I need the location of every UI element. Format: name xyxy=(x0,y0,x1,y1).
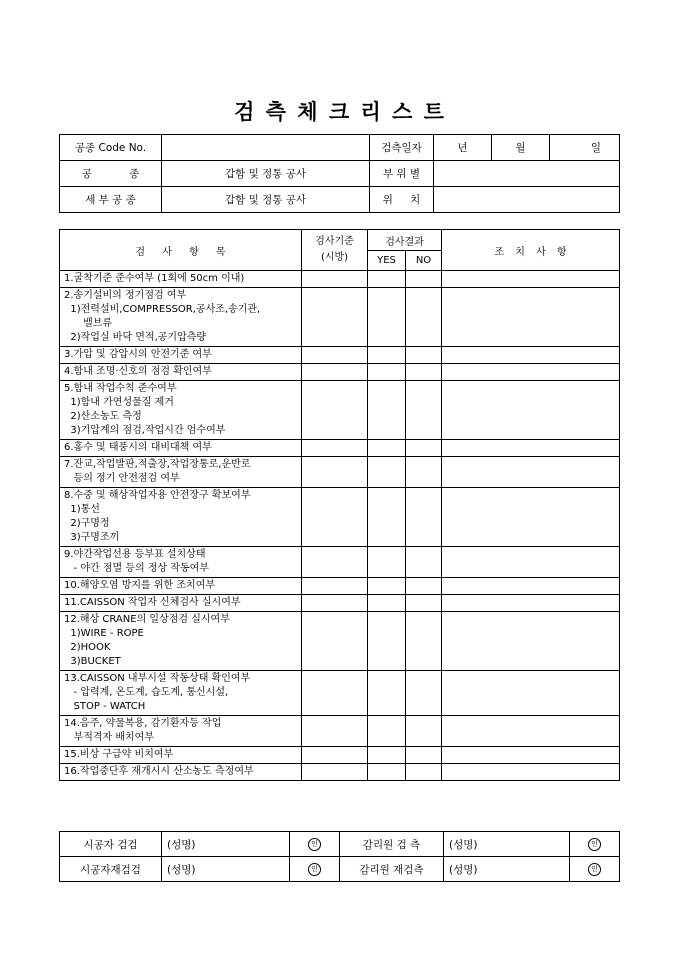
checklist-item-title: 7.잔교,작업발판,적출장,작업장통로,운반로 xyxy=(64,459,251,470)
location-label: 위 치 xyxy=(370,187,434,213)
checklist-item-title: 8.수중 및 해상작업자용 안전장구 확보여부 xyxy=(64,490,251,501)
checklist-item-detail: 2)구명정 xyxy=(64,518,110,529)
checklist-item-title: 11.CAISSON 작업자 신체검사 실시여부 xyxy=(64,597,241,608)
checklist-item-detail: 1)전력설비,COMPRESSOR,공사조,송기관, xyxy=(64,304,261,315)
detail-type-value[interactable]: 갑함 및 정통 공사 xyxy=(162,187,370,213)
checklist-item xyxy=(60,595,302,612)
yes-cell[interactable] xyxy=(368,716,406,747)
action-cell[interactable] xyxy=(442,547,620,578)
no-cell[interactable] xyxy=(406,671,442,716)
supervisor-recheck-sign[interactable]: (성명) xyxy=(444,857,570,882)
standard-cell[interactable] xyxy=(302,671,368,716)
checklist-item-detail: 1)함내 가연성물질 제거 xyxy=(64,397,174,408)
checklist-item-title: 9.야간작업선용 등부표 설치상태 xyxy=(64,549,206,560)
yes-cell[interactable] xyxy=(368,578,406,595)
no-cell[interactable] xyxy=(406,612,442,671)
yes-cell[interactable] xyxy=(368,747,406,764)
location-value[interactable] xyxy=(434,187,620,213)
no-cell[interactable] xyxy=(406,578,442,595)
action-cell[interactable] xyxy=(442,595,620,612)
checklist-row xyxy=(60,747,620,764)
checklist-item xyxy=(60,671,302,716)
seal-icon: 인 xyxy=(308,863,321,876)
col-standard-line2: (시방) xyxy=(320,252,349,263)
checklist-item xyxy=(60,747,302,764)
document-title: 검 측 체 크 리 스 트 xyxy=(234,99,446,124)
checklist-item xyxy=(60,488,302,547)
checklist-row xyxy=(60,288,620,347)
col-standard-line1: 검사기준 xyxy=(315,236,354,247)
work-type-value[interactable]: 갑함 및 정통 공사 xyxy=(162,161,370,187)
standard-cell[interactable] xyxy=(302,457,368,488)
yes-cell[interactable] xyxy=(368,271,406,288)
checklist-item-detail: 3)구명조끼 xyxy=(64,532,120,543)
part-label: 부 위 별 xyxy=(370,161,434,187)
action-cell[interactable] xyxy=(442,488,620,547)
checklist-row xyxy=(60,764,620,781)
col-standard-header xyxy=(302,230,368,271)
header-row-code xyxy=(60,135,620,161)
standard-cell[interactable] xyxy=(302,440,368,457)
checklist-table xyxy=(59,229,620,781)
checklist-row xyxy=(60,440,620,457)
action-cell[interactable] xyxy=(442,612,620,671)
contractor-recheck-sign[interactable]: (성명) xyxy=(162,857,290,882)
date-year[interactable]: 년 xyxy=(434,135,492,161)
checklist-header-row xyxy=(60,230,620,251)
yes-cell[interactable] xyxy=(368,440,406,457)
checklist-item-detail: - 압력계, 온도계, 습도계, 통신시설, xyxy=(64,687,229,698)
checklist-item-title: 16.작업중단후 재개시시 산소농도 측정여부 xyxy=(64,766,254,777)
checklist-item-title: 2.송기설비의 정기점검 여부 xyxy=(64,290,187,301)
work-type-label: 공 종 xyxy=(60,161,162,187)
standard-cell[interactable] xyxy=(302,612,368,671)
checklist-item-title: 13.CAISSON 내부시설 작동상태 확인여부 xyxy=(64,673,251,684)
action-cell[interactable] xyxy=(442,457,620,488)
checklist-item-title: 15.비상 구급약 비치여부 xyxy=(64,749,174,760)
checklist-item-title: 10.해양오염 방지를 위한 조치여부 xyxy=(64,580,216,591)
standard-cell[interactable] xyxy=(302,764,368,781)
yes-cell[interactable] xyxy=(368,671,406,716)
checklist-item xyxy=(60,764,302,781)
checklist-item-detail: 1)통선 xyxy=(64,504,100,515)
checklist-item-title: 5.함내 작업수칙 준수여부 xyxy=(64,383,177,394)
signature-row-1 xyxy=(60,832,620,857)
checklist-row xyxy=(60,488,620,547)
standard-cell[interactable] xyxy=(302,347,368,364)
col-action-header: 조 치 사 항 xyxy=(442,230,620,271)
supervisor-check-sign[interactable]: (성명) xyxy=(444,832,570,857)
seal-icon: 인 xyxy=(308,838,321,851)
no-cell[interactable] xyxy=(406,381,442,440)
col-item-header: 검 사 항 목 xyxy=(60,230,302,271)
checklist-row xyxy=(60,716,620,747)
checklist-item xyxy=(60,271,302,288)
no-cell[interactable] xyxy=(406,547,442,578)
checklist-row xyxy=(60,364,620,381)
standard-cell[interactable] xyxy=(302,271,368,288)
no-cell[interactable] xyxy=(406,764,442,781)
yes-cell[interactable] xyxy=(368,381,406,440)
col-yes-header: YES xyxy=(368,251,406,271)
supervisor-check-label: 감리원 검 측 xyxy=(340,832,444,857)
header-row-detail xyxy=(60,187,620,213)
standard-cell[interactable] xyxy=(302,747,368,764)
checklist-item-title: 12.해상 CRANE의 일상점검 실시여부 xyxy=(64,614,230,625)
action-cell[interactable] xyxy=(442,364,620,381)
checklist-item-detail: 2)작업실 바닥 면적,공기압측량 xyxy=(64,332,207,343)
checklist-item-detail: 등의 정기 안전점검 여부 xyxy=(64,473,180,484)
checklist-item-detail: 3)BUCKET xyxy=(64,656,121,667)
checklist-item-detail: - 야간 점멸 등의 정상 작동여부 xyxy=(64,563,209,574)
no-cell[interactable] xyxy=(406,288,442,347)
checklist-item xyxy=(60,547,302,578)
action-cell[interactable] xyxy=(442,764,620,781)
contractor-recheck-label: 시공자재검검 xyxy=(60,857,162,882)
contractor-check-sign[interactable]: (성명) xyxy=(162,832,290,857)
standard-cell[interactable] xyxy=(302,595,368,612)
checklist-item xyxy=(60,364,302,381)
checklist-item-title: 6.홍수 및 태풍시의 대비대책 여부 xyxy=(64,442,212,453)
checklist-item-title: 3.가압 및 감압시의 안전기준 여부 xyxy=(64,349,212,360)
supervisor-check-seal xyxy=(570,832,620,857)
checklist-item xyxy=(60,440,302,457)
code-value[interactable] xyxy=(162,135,370,161)
checklist-row xyxy=(60,595,620,612)
seal-icon: 인 xyxy=(588,863,601,876)
standard-cell[interactable] xyxy=(302,716,368,747)
action-cell[interactable] xyxy=(442,347,620,364)
checklist-item-detail: 2)산소농도 측정 xyxy=(64,411,142,422)
header-table xyxy=(59,134,620,213)
yes-cell[interactable] xyxy=(368,612,406,671)
checklist-item-detail: 1)WIRE - ROPE xyxy=(64,628,144,639)
standard-cell[interactable] xyxy=(302,364,368,381)
yes-cell[interactable] xyxy=(368,364,406,381)
no-cell[interactable] xyxy=(406,716,442,747)
checklist-row xyxy=(60,347,620,364)
checklist-item xyxy=(60,612,302,671)
checklist-item-detail: 밸브류 xyxy=(64,318,113,329)
checklist-item-title: 1.굴착기준 준수여부 (1회에 50cm 이내) xyxy=(64,273,245,284)
no-cell[interactable] xyxy=(406,364,442,381)
yes-cell[interactable] xyxy=(368,488,406,547)
checklist-item xyxy=(60,578,302,595)
checklist-item-detail: STOP - WATCH xyxy=(64,701,146,712)
checklist-item-detail: 2)HOOK xyxy=(64,642,111,653)
code-label: 공종 Code No. xyxy=(60,135,162,161)
date-day[interactable]: 일 xyxy=(550,135,620,161)
supervisor-recheck-seal xyxy=(570,857,620,882)
contractor-recheck-seal xyxy=(290,857,340,882)
date-month[interactable]: 월 xyxy=(492,135,550,161)
col-no-header: NO xyxy=(406,251,442,271)
supervisor-recheck-label: 감리원 재검측 xyxy=(340,857,444,882)
checklist-row xyxy=(60,612,620,671)
part-value[interactable] xyxy=(434,161,620,187)
signature-row-2 xyxy=(60,857,620,882)
checklist-row xyxy=(60,671,620,716)
yes-cell[interactable] xyxy=(368,547,406,578)
signature-table xyxy=(59,831,620,882)
yes-cell[interactable] xyxy=(368,457,406,488)
checklist-item xyxy=(60,347,302,364)
checklist-row xyxy=(60,457,620,488)
col-result-header: 검사결과 xyxy=(368,230,442,251)
yes-cell[interactable] xyxy=(368,288,406,347)
checklist-row xyxy=(60,547,620,578)
header-row-work-type xyxy=(60,161,620,187)
standard-cell[interactable] xyxy=(302,288,368,347)
action-cell[interactable] xyxy=(442,716,620,747)
checklist-item-title: 14.음주, 약물복용, 감기환자등 작업 xyxy=(64,718,222,729)
checklist-item-detail: 부적격자 배치여부 xyxy=(64,732,154,743)
yes-cell[interactable] xyxy=(368,347,406,364)
action-cell[interactable] xyxy=(442,747,620,764)
standard-cell[interactable] xyxy=(302,547,368,578)
no-cell[interactable] xyxy=(406,457,442,488)
no-cell[interactable] xyxy=(406,595,442,612)
checklist-item xyxy=(60,381,302,440)
action-cell[interactable] xyxy=(442,671,620,716)
standard-cell[interactable] xyxy=(302,488,368,547)
standard-cell[interactable] xyxy=(302,381,368,440)
no-cell[interactable] xyxy=(406,488,442,547)
no-cell[interactable] xyxy=(406,747,442,764)
checklist-item-title: 4.함내 조명·신호의 점검 확인여부 xyxy=(64,366,212,377)
checklist-row xyxy=(60,271,620,288)
checklist-item-detail: 3)기압계의 점검,작업시간 엄수여부 xyxy=(64,425,226,436)
action-cell[interactable] xyxy=(442,288,620,347)
checklist-row xyxy=(60,381,620,440)
standard-cell[interactable] xyxy=(302,578,368,595)
no-cell[interactable] xyxy=(406,347,442,364)
checklist-item xyxy=(60,457,302,488)
contractor-check-seal xyxy=(290,832,340,857)
yes-cell[interactable] xyxy=(368,595,406,612)
date-label: 검측일자 xyxy=(370,135,434,161)
no-cell[interactable] xyxy=(406,440,442,457)
action-cell[interactable] xyxy=(442,271,620,288)
no-cell[interactable] xyxy=(406,271,442,288)
checklist-row xyxy=(60,578,620,595)
yes-cell[interactable] xyxy=(368,764,406,781)
contractor-check-label: 시공자 검검 xyxy=(60,832,162,857)
action-cell[interactable] xyxy=(442,578,620,595)
checklist-item xyxy=(60,716,302,747)
action-cell[interactable] xyxy=(442,440,620,457)
checklist-item xyxy=(60,288,302,347)
detail-type-label: 세 부 공 종 xyxy=(60,187,162,213)
action-cell[interactable] xyxy=(442,381,620,440)
seal-icon: 인 xyxy=(588,838,601,851)
